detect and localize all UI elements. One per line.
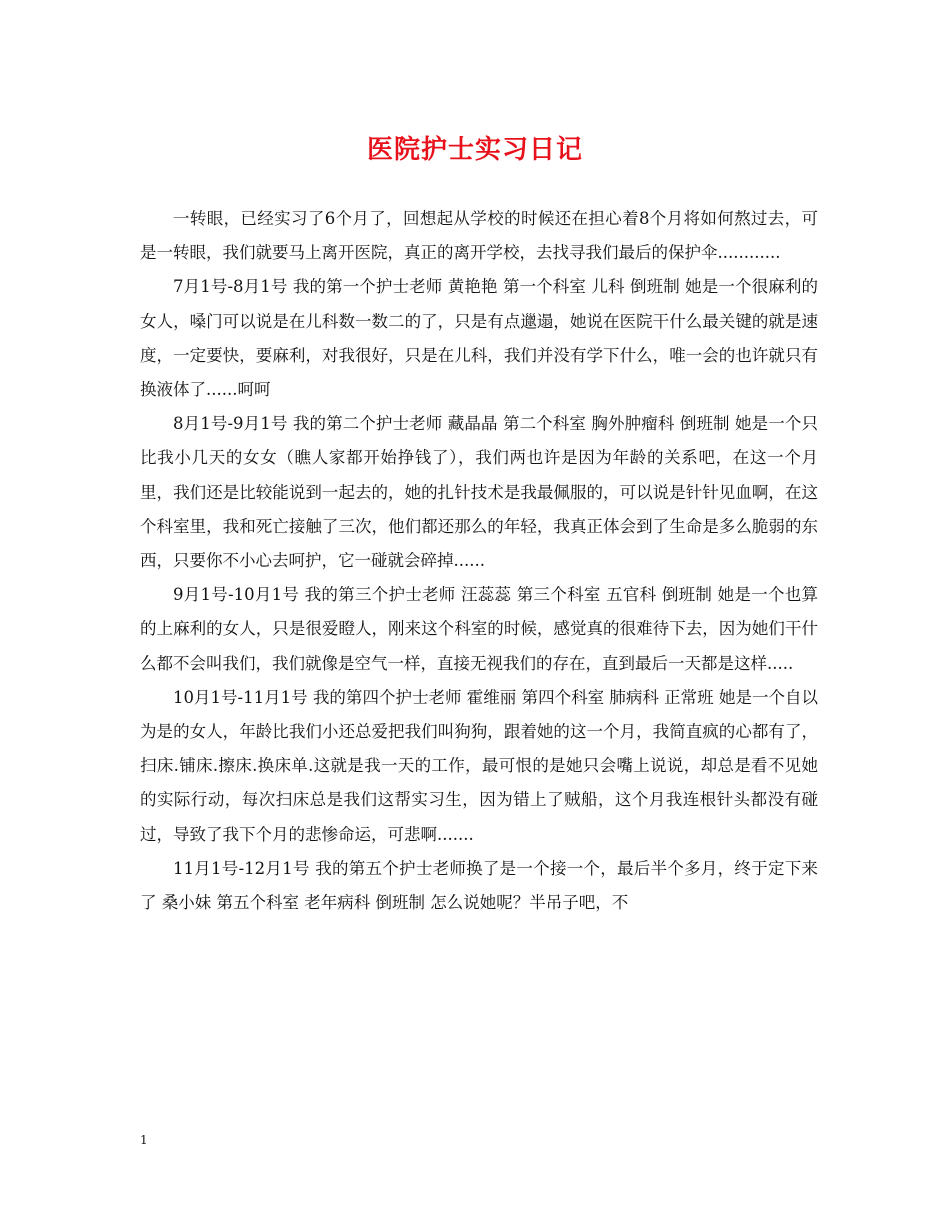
paragraph-october: 10月1号-11月1号 我的第四个护士老师 霍维丽 第四个科室 肺病科 正常班 她是一个自以为是的女人，年龄比我们小还总爱把我们叫狗狗，跟着她的这一个月，我简直疯的心都有了，扫床.铺床.擦床.换床单.这就是我一天的工作，最可恨的是她只会嘴上说说，却总是看不见她的实际行动，每次扫床总是我们这帮实习生，因为错上了贼船，这个月我连根针头都没有碰过，导致了我下个月的悲惨命运，可悲啊....... bbox=[140, 687, 818, 844]
document-body bbox=[140, 202, 818, 920]
paragraph-july: 7月1号-8月1号 我的第一个护士老师 黄艳艳 第一个科室 儿科 倒班制 她是一个很麻利的女人，嗓门可以说是在儿科数一数二的了，只是有点邋遢，她说在医院干什么最关键的就是速度，一定要快，要麻利，对我很好，只是在儿科，我们并没有学下什么，唯一会的也许就只有换液体了......呵呵 bbox=[140, 277, 818, 400]
paragraph-november: 11月1号-12月1号 我的第五个护士老师换了是一个接一个，最后半个多月，终于定下来了 桑小妹 第五个科室 老年病科 倒班制 怎么说她呢？半吊子吧，不 bbox=[140, 858, 818, 913]
page-number: 1 bbox=[140, 1133, 148, 1147]
paragraph-september: 9月1号-10月1号 我的第三个护士老师 汪蕊蕊 第三个科室 五官科 倒班制 她是一个也算的上麻利的女人，只是很爱瞪人，刚来这个科室的时候，感觉真的很难待下去，因为她们干什么都不会叫我们，我们就像是空气一样，直接无视我们的存在，直到最后一天都是这样..... bbox=[140, 585, 818, 673]
paragraph-august: 8月1号-9月1号 我的第二个护士老师 藏晶晶 第二个科室 胸外肿瘤科 倒班制 她是一个只比我小几天的女女（瞧人家都开始挣钱了），我们两也许是因为年龄的关系吧，在这一个月里，我们还是比较能说到一起去的，她的扎针技术是我最佩服的，可以说是针针见血啊，在这个科室里，我和死亡接触了三次，他们都还那么的年轻，我真正体会到了生命是多么脆弱的东西，只要你不小心去呵护，它一碰就会碎掉...... bbox=[140, 414, 818, 571]
paragraph-intro: 一转眼，已经实习了6个月了，回想起从学校的时候还在担心着8个月将如何熬过去，可是一转眼，我们就要马上离开医院，真正的离开学校，去找寻我们最后的保护伞............ bbox=[140, 209, 818, 263]
document-title: 医院护士实习日记 bbox=[366, 135, 583, 165]
